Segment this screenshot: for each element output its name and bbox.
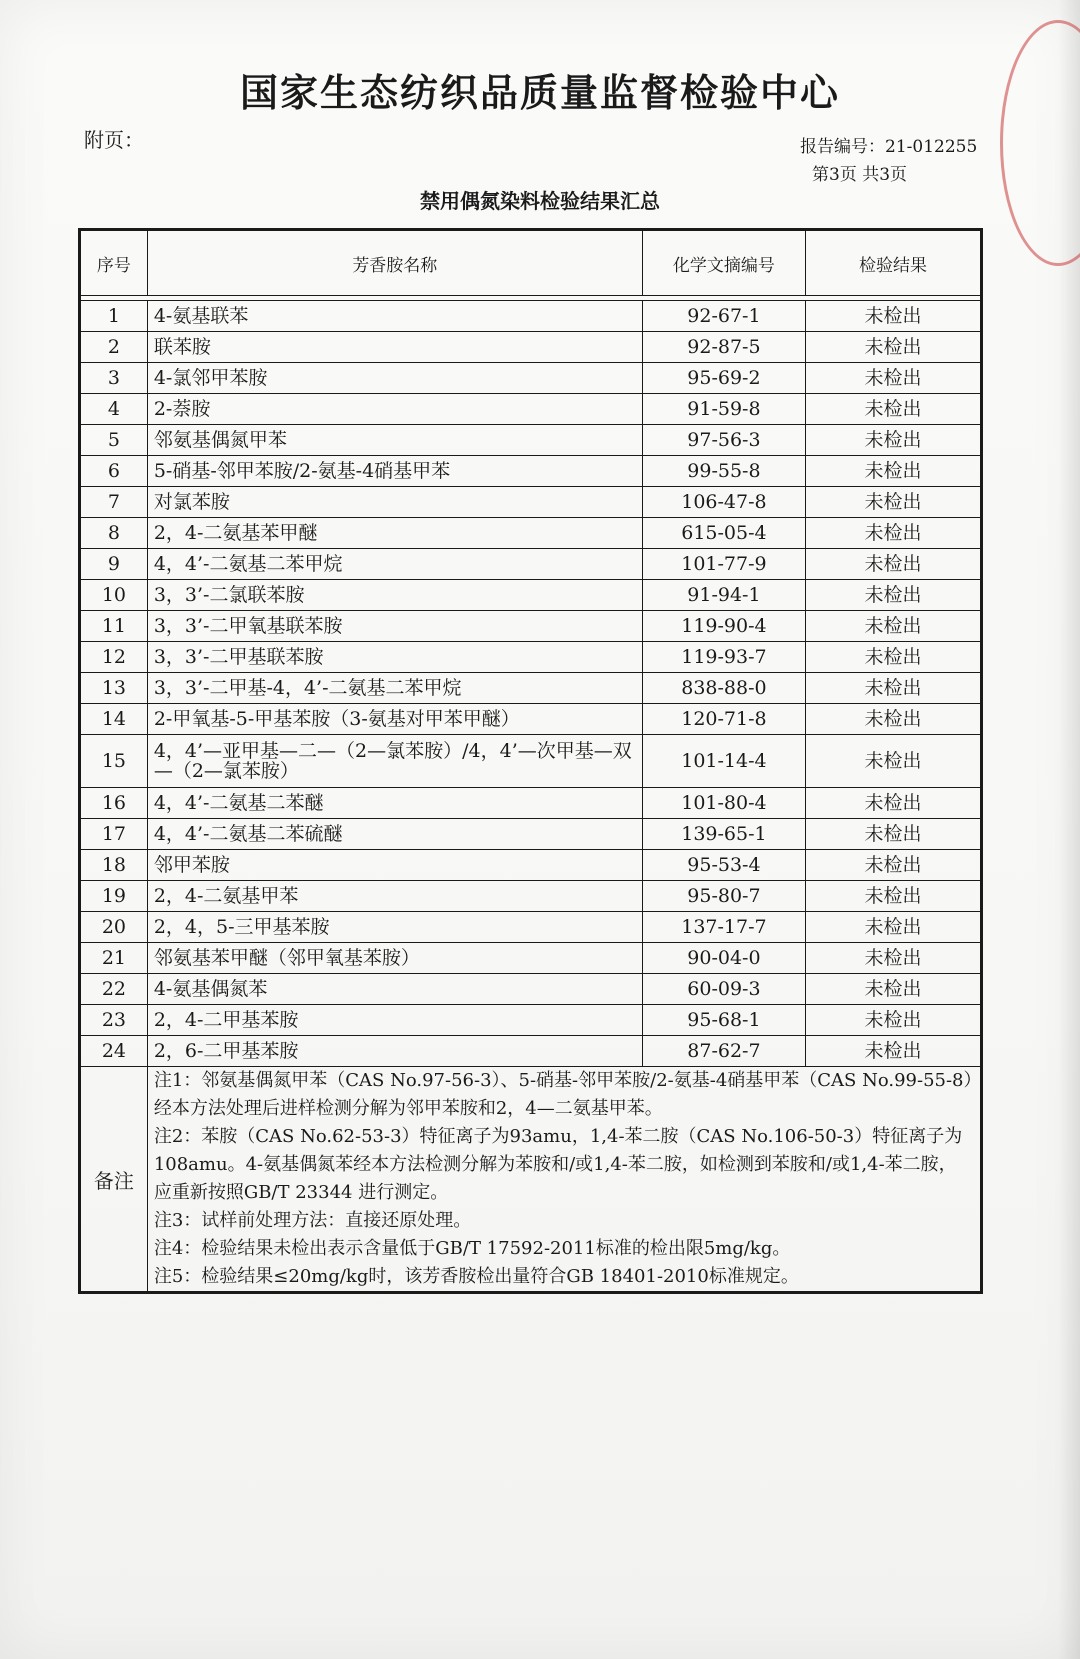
cell-no: 15 bbox=[80, 735, 148, 788]
cell-no: 6 bbox=[80, 456, 148, 487]
table-row bbox=[80, 549, 982, 580]
cell-result: 未检出 bbox=[806, 1005, 982, 1036]
cell-cas: 95-80-7 bbox=[642, 881, 805, 912]
cell-no: 1 bbox=[80, 301, 148, 332]
cell-name: 联苯胺 bbox=[147, 332, 642, 363]
table-row bbox=[80, 819, 982, 850]
organization-title: 国家生态纺织品质量监督检验中心 bbox=[239, 71, 840, 115]
cell-name: 2，6-二甲基苯胺 bbox=[147, 1036, 642, 1067]
cell-result: 未检出 bbox=[806, 850, 982, 881]
red-stamp-icon bbox=[1000, 20, 1080, 266]
table-row bbox=[80, 611, 982, 642]
table-row bbox=[80, 394, 982, 425]
cell-cas: 119-93-7 bbox=[642, 642, 805, 673]
cell-name: 对氯苯胺 bbox=[147, 487, 642, 518]
table-row bbox=[80, 301, 982, 332]
cell-name: 邻氨基偶氮甲苯 bbox=[147, 425, 642, 456]
cell-name: 邻甲苯胺 bbox=[147, 850, 642, 881]
table-row bbox=[80, 788, 982, 819]
cell-no: 16 bbox=[80, 788, 148, 819]
page-info: 第3页 共3页 bbox=[812, 165, 908, 185]
cell-result: 未检出 bbox=[806, 580, 982, 611]
cell-cas: 97-56-3 bbox=[642, 425, 805, 456]
cell-result: 未检出 bbox=[806, 974, 982, 1005]
table-row bbox=[80, 943, 982, 974]
cell-cas: 119-90-4 bbox=[642, 611, 805, 642]
table-row bbox=[80, 881, 982, 912]
cell-cas: 101-77-9 bbox=[642, 549, 805, 580]
cell-cas: 120-71-8 bbox=[642, 704, 805, 735]
cell-name: 2，4-二氨基苯甲醚 bbox=[147, 518, 642, 549]
cell-no: 8 bbox=[80, 518, 148, 549]
cell-no: 22 bbox=[80, 974, 148, 1005]
column-header-name: 芳香胺名称 bbox=[147, 230, 642, 296]
cell-result: 未检出 bbox=[806, 881, 982, 912]
cell-cas: 838-88-0 bbox=[642, 673, 805, 704]
cell-result: 未检出 bbox=[806, 673, 982, 704]
cell-name: 2，4-二氨基甲苯 bbox=[147, 881, 642, 912]
cell-no: 14 bbox=[80, 704, 148, 735]
table-row bbox=[80, 735, 982, 788]
note-3: 注3：试样前处理方法：直接还原处理。 bbox=[153, 1210, 472, 1231]
cell-cas: 92-87-5 bbox=[642, 332, 805, 363]
cell-result: 未检出 bbox=[806, 912, 982, 943]
note-2: 注2：苯胺（CAS No.62-53-3）特征离子为93amu，1,4-苯二胺（CAS No.106-50-3）特征离子为108amu。4-氨基偶氮苯经本方法检测分解为苯胺和/或1,4-苯二胺，如检测到苯胺和/或1,4-苯二胺，应重新按照GB/T 23344 进行测定。 bbox=[153, 1126, 963, 1203]
cell-cas: 137-17-7 bbox=[642, 912, 805, 943]
notes-body bbox=[147, 1067, 981, 1293]
table-row bbox=[80, 912, 982, 943]
cell-no: 9 bbox=[80, 549, 148, 580]
cell-result: 未检出 bbox=[806, 487, 982, 518]
table-row bbox=[80, 487, 982, 518]
cell-cas: 615-05-4 bbox=[642, 518, 805, 549]
column-header-result: 检验结果 bbox=[806, 230, 982, 296]
table-row bbox=[80, 363, 982, 394]
cell-no: 18 bbox=[80, 850, 148, 881]
cell-name: 3，3’-二甲氧基联苯胺 bbox=[147, 611, 642, 642]
table-body bbox=[80, 301, 982, 1293]
note-1: 注1：邻氨基偶氮甲苯（CAS No.97-56-3）、5-硝基-邻甲苯胺/2-氨基-4硝基甲苯（CAS No.99-55-8）经本方法处理后进样检测分解为邻甲苯胺和2，4—二氨基甲苯。 bbox=[153, 1070, 973, 1119]
table-row bbox=[80, 425, 982, 456]
table-row bbox=[80, 518, 982, 549]
cell-result: 未检出 bbox=[806, 363, 982, 394]
table-row bbox=[80, 850, 982, 881]
cell-result: 未检出 bbox=[806, 549, 982, 580]
cell-result: 未检出 bbox=[806, 1036, 982, 1067]
cell-no: 23 bbox=[80, 1005, 148, 1036]
cell-cas: 90-04-0 bbox=[642, 943, 805, 974]
cell-result: 未检出 bbox=[806, 456, 982, 487]
cell-cas: 91-94-1 bbox=[642, 580, 805, 611]
cell-name: 邻氨基苯甲醚（邻甲氧基苯胺） bbox=[147, 943, 642, 974]
cell-result: 未检出 bbox=[806, 394, 982, 425]
cell-no: 3 bbox=[80, 363, 148, 394]
cell-cas: 101-80-4 bbox=[642, 788, 805, 819]
cell-cas: 95-69-2 bbox=[642, 363, 805, 394]
table-row bbox=[80, 974, 982, 1005]
cell-result: 未检出 bbox=[806, 332, 982, 363]
cell-no: 17 bbox=[80, 819, 148, 850]
cell-result: 未检出 bbox=[806, 819, 982, 850]
table-row bbox=[80, 1036, 982, 1067]
cell-cas: 101-14-4 bbox=[642, 735, 805, 788]
cell-name: 4，4’-二氨基二苯甲烷 bbox=[147, 549, 642, 580]
cell-result: 未检出 bbox=[806, 943, 982, 974]
cell-result: 未检出 bbox=[806, 425, 982, 456]
cell-cas: 87-62-7 bbox=[642, 1036, 805, 1067]
cell-result: 未检出 bbox=[806, 704, 982, 735]
cell-no: 24 bbox=[80, 1036, 148, 1067]
cell-cas: 92-67-1 bbox=[642, 301, 805, 332]
cell-name: 4-氯邻甲苯胺 bbox=[147, 363, 642, 394]
attachment-label: 附页： bbox=[84, 128, 144, 152]
results-table bbox=[78, 228, 983, 1294]
cell-no: 11 bbox=[80, 611, 148, 642]
cell-result: 未检出 bbox=[806, 735, 982, 788]
cell-result: 未检出 bbox=[806, 788, 982, 819]
table-header-row bbox=[80, 230, 982, 296]
cell-cas: 95-53-4 bbox=[642, 850, 805, 881]
cell-name: 2，4，5-三甲基苯胺 bbox=[147, 912, 642, 943]
cell-no: 2 bbox=[80, 332, 148, 363]
cell-name: 2-萘胺 bbox=[147, 394, 642, 425]
cell-name: 5-硝基-邻甲苯胺/2-氨基-4硝基甲苯 bbox=[147, 456, 642, 487]
cell-result: 未检出 bbox=[806, 518, 982, 549]
note-5: 注5：检验结果≤20mg/kg时，该芳香胺检出量符合GB 18401-2010标准规定。 bbox=[153, 1266, 799, 1287]
cell-no: 19 bbox=[80, 881, 148, 912]
cell-result: 未检出 bbox=[806, 611, 982, 642]
cell-cas: 95-68-1 bbox=[642, 1005, 805, 1036]
cell-name: 4，4’-二氨基二苯醚 bbox=[147, 788, 642, 819]
cell-cas: 91-59-8 bbox=[642, 394, 805, 425]
cell-cas: 99-55-8 bbox=[642, 456, 805, 487]
report-number: 报告编号：21-012255 bbox=[800, 137, 978, 157]
table-row bbox=[80, 642, 982, 673]
table-row bbox=[80, 580, 982, 611]
table-row bbox=[80, 1005, 982, 1036]
notes-label: 备注 bbox=[80, 1067, 148, 1293]
cell-cas: 106-47-8 bbox=[642, 487, 805, 518]
table-row bbox=[80, 456, 982, 487]
table-row bbox=[80, 704, 982, 735]
cell-no: 13 bbox=[80, 673, 148, 704]
column-header-cas: 化学文摘编号 bbox=[642, 230, 805, 296]
cell-name: 4-氨基联苯 bbox=[147, 301, 642, 332]
cell-no: 4 bbox=[80, 394, 148, 425]
cell-no: 20 bbox=[80, 912, 148, 943]
table-row bbox=[80, 673, 982, 704]
column-header-no: 序号 bbox=[80, 230, 148, 296]
note-4: 注4：检验结果未检出表示含量低于GB/T 17592-2011标准的检出限5mg/kg。 bbox=[153, 1238, 791, 1259]
cell-no: 21 bbox=[80, 943, 148, 974]
cell-name: 4，4’—亚甲基—二—（2—氯苯胺）/4，4’—次甲基—双—（2—氯苯胺） bbox=[147, 735, 642, 788]
cell-no: 10 bbox=[80, 580, 148, 611]
cell-result: 未检出 bbox=[806, 642, 982, 673]
cell-name: 2，4-二甲基苯胺 bbox=[147, 1005, 642, 1036]
cell-result: 未检出 bbox=[806, 301, 982, 332]
cell-name: 3，3’-二甲基-4，4’-二氨基二苯甲烷 bbox=[147, 673, 642, 704]
table-row bbox=[80, 332, 982, 363]
cell-no: 7 bbox=[80, 487, 148, 518]
cell-cas: 139-65-1 bbox=[642, 819, 805, 850]
cell-name: 3，3’-二甲基联苯胺 bbox=[147, 642, 642, 673]
cell-name: 4，4’-二氨基二苯硫醚 bbox=[147, 819, 642, 850]
cell-name: 4-氨基偶氮苯 bbox=[147, 974, 642, 1005]
cell-name: 2-甲氧基-5-甲基苯胺（3-氨基对甲苯甲醚） bbox=[147, 704, 642, 735]
notes-row bbox=[80, 1067, 982, 1293]
summary-title: 禁用偶氮染料检验结果汇总 bbox=[420, 189, 660, 213]
cell-cas: 60-09-3 bbox=[642, 974, 805, 1005]
cell-name: 3，3’-二氯联苯胺 bbox=[147, 580, 642, 611]
cell-no: 5 bbox=[80, 425, 148, 456]
cell-no: 12 bbox=[80, 642, 148, 673]
